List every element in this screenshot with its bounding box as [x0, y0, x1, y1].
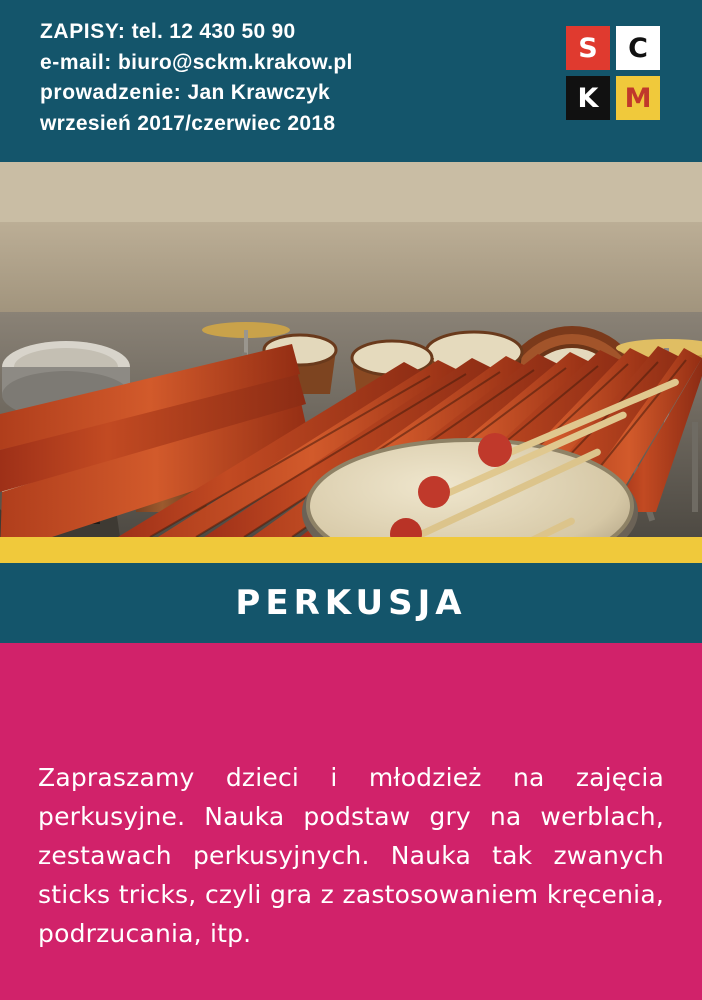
sckm-logo	[566, 26, 660, 120]
logo-cell-c: C	[616, 26, 660, 70]
contact-label-email: e-mail:	[40, 50, 112, 74]
marimba-photo	[0, 162, 702, 537]
description-band	[0, 643, 702, 1000]
contact-label-zapisy: ZAPISY:	[40, 20, 126, 43]
title-band	[0, 563, 702, 643]
contact-value-phone: tel. 12 430 50 90	[125, 20, 296, 43]
page-title: PERKUSJA	[235, 583, 467, 623]
yellow-divider	[0, 537, 702, 563]
contact-label-prowadzenie: prowadzenie:	[40, 81, 182, 105]
contact-value-email: biuro@sckm.krakow.pl	[111, 50, 353, 74]
contact-value-instructor: Jan Krawczyk	[181, 81, 331, 105]
header	[0, 0, 702, 162]
description-text: Zapraszamy dzieci i młodzież na zajęcia perkusyjne. Nauka podstaw gry na werblach, zestawach perkusyjnych. Nauka tak zwanych sticks tricks, czyli gra z zastosowaniem kręcenia, podrzucania, itp.	[38, 763, 664, 948]
logo-cell-k: K	[566, 76, 610, 120]
contact-value-season: wrzesień 2017/czerwiec 2018	[40, 112, 336, 136]
logo-cell-m: M	[616, 76, 660, 120]
logo-cell-s: S	[566, 26, 610, 70]
